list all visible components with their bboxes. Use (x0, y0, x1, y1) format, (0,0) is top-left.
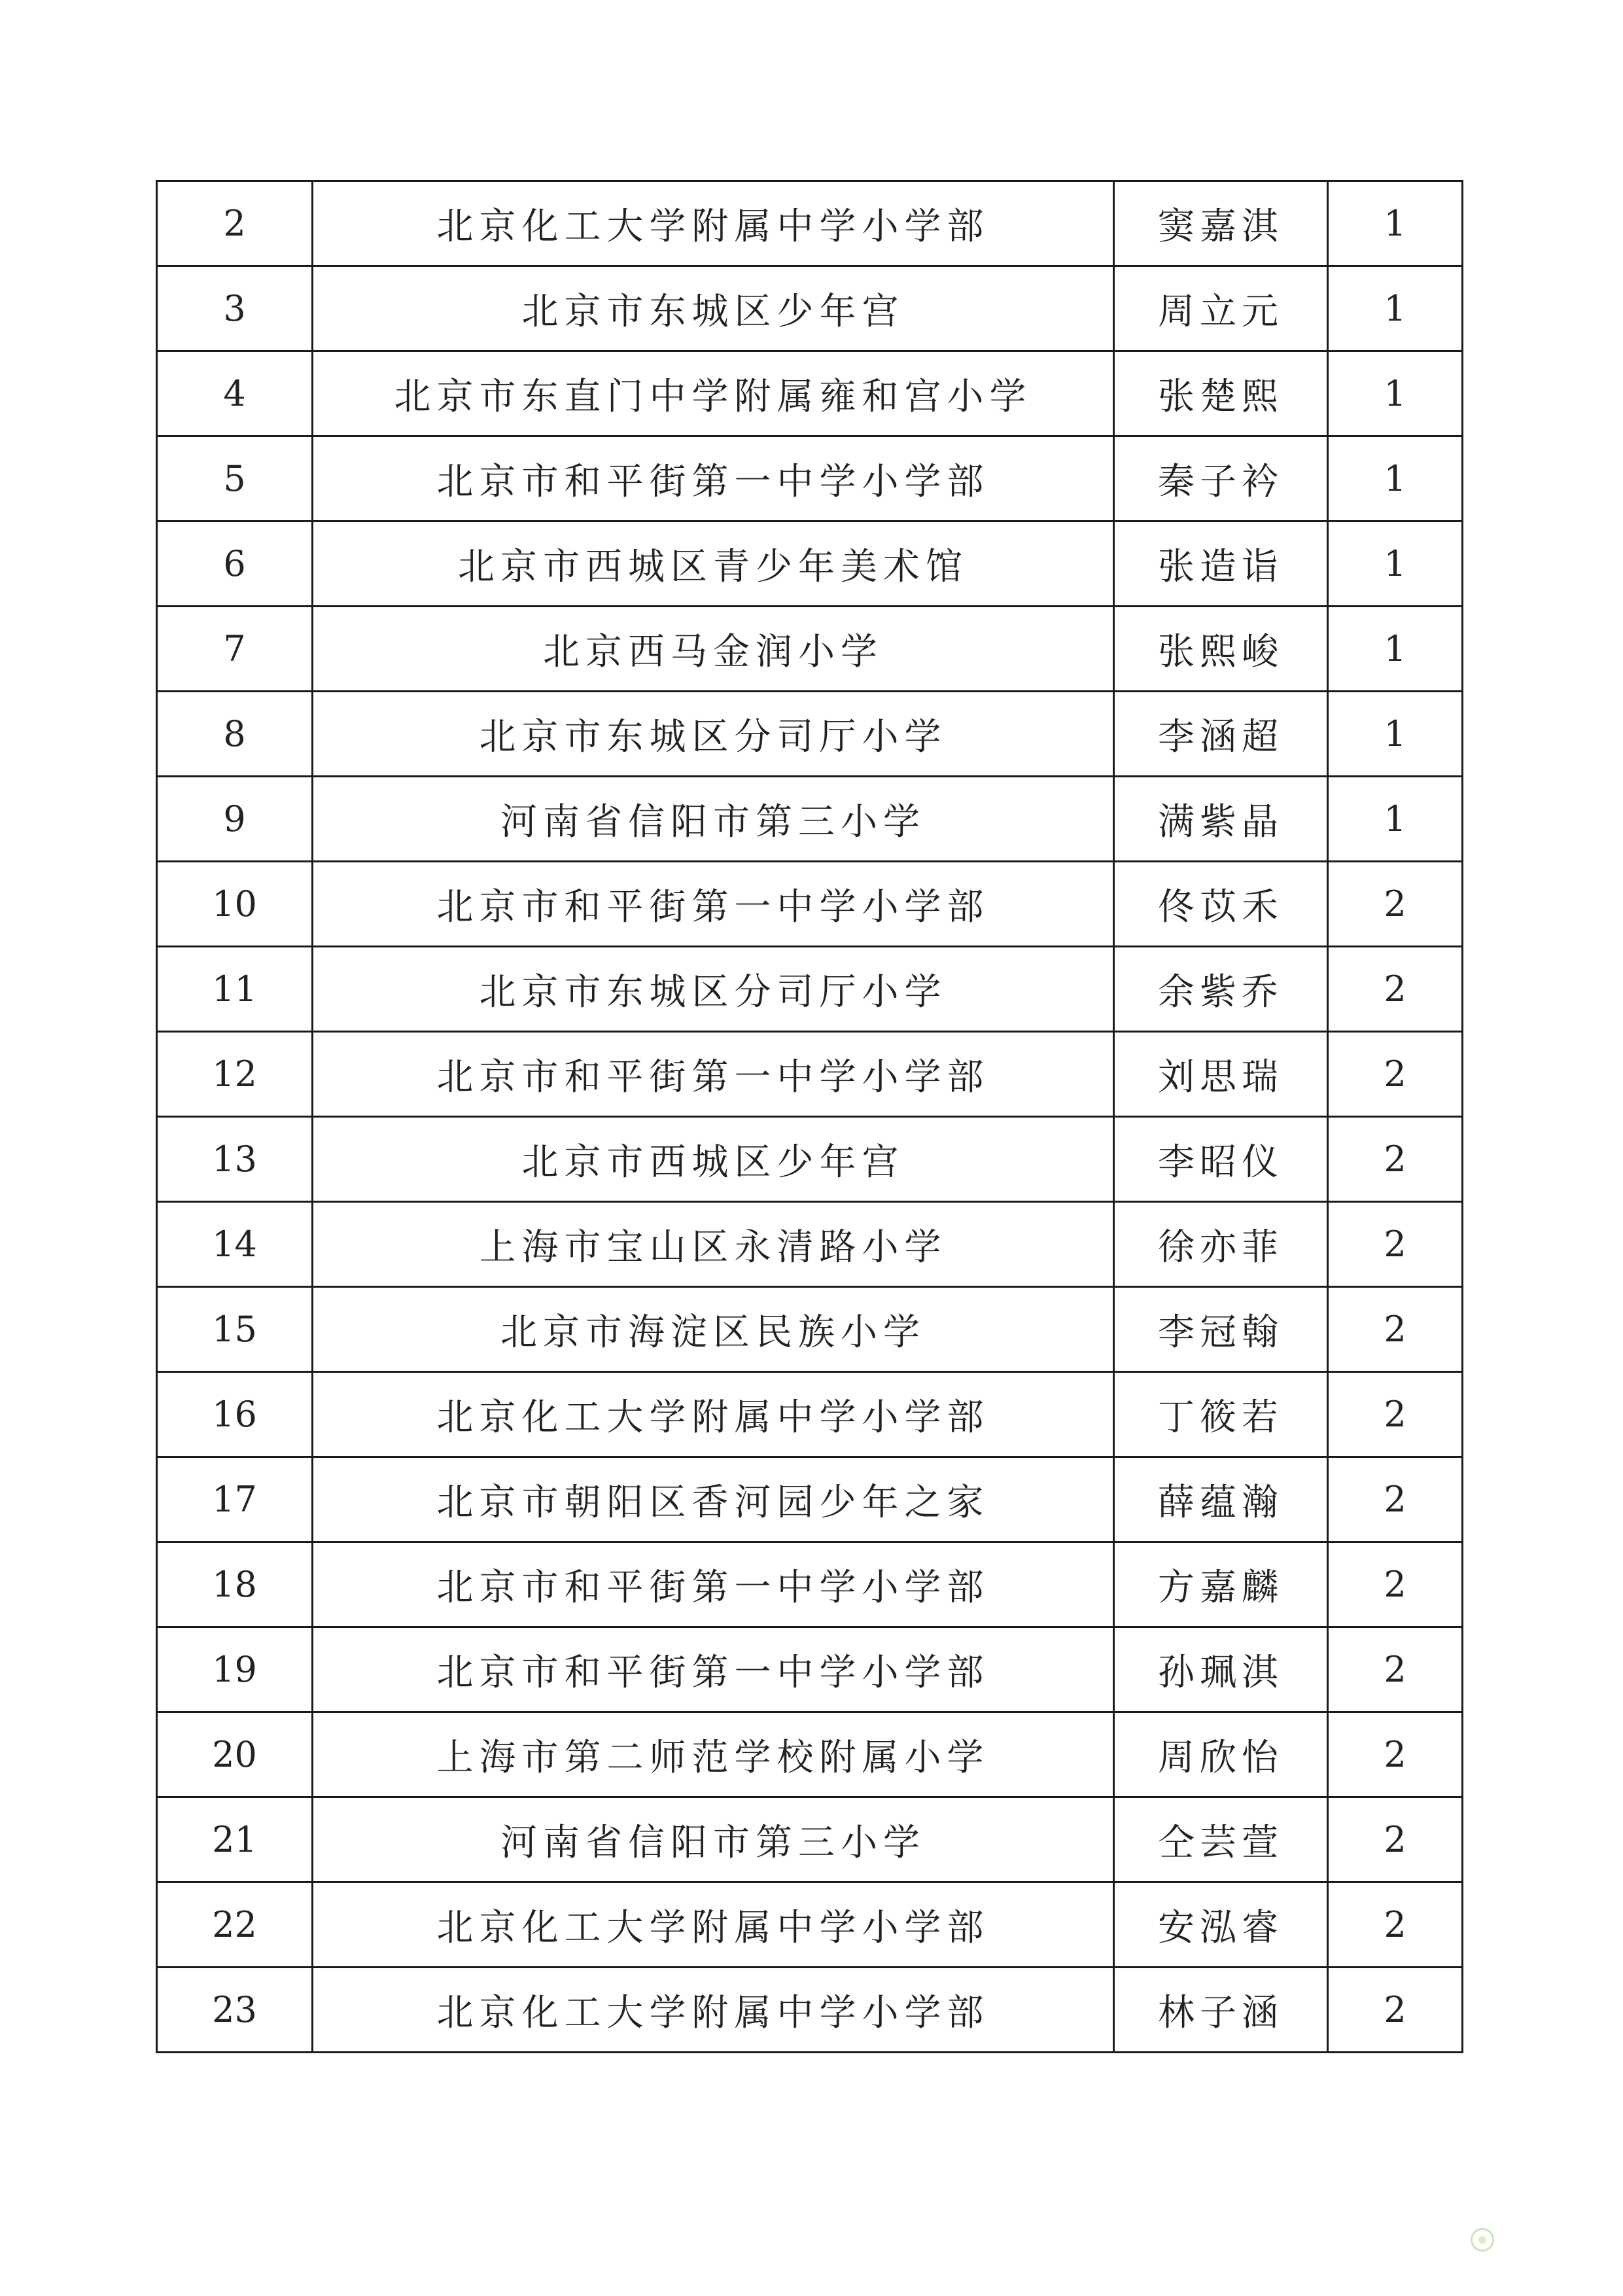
table-row (157, 1457, 1463, 1542)
table-row (157, 1117, 1463, 1202)
table-row (157, 1712, 1463, 1797)
school-name: 北京市西城区青少年美术馆 (313, 521, 1114, 607)
award-level: 2 (1328, 1882, 1463, 1968)
student-name: 薛蕴瀚 (1114, 1457, 1328, 1542)
student-name: 满紫晶 (1114, 777, 1328, 862)
table-row (157, 1372, 1463, 1457)
student-name: 窦嘉淇 (1114, 181, 1328, 266)
row-number: 17 (157, 1457, 313, 1542)
school-name: 北京市和平街第一中学小学部 (313, 1627, 1114, 1712)
student-name: 孙珮淇 (1114, 1627, 1328, 1712)
school-name: 北京市东城区分司厅小学 (313, 692, 1114, 777)
award-level: 2 (1328, 1032, 1463, 1117)
student-name: 秦子衿 (1114, 436, 1328, 521)
student-name: 李涵超 (1114, 692, 1328, 777)
row-number: 11 (157, 947, 313, 1032)
table-row (157, 1968, 1463, 2053)
award-level: 2 (1328, 947, 1463, 1032)
student-name: 周立元 (1114, 266, 1328, 351)
award-level: 2 (1328, 1542, 1463, 1627)
award-level: 2 (1328, 1287, 1463, 1372)
school-name: 上海市第二师范学校附属小学 (313, 1712, 1114, 1797)
row-number: 19 (157, 1627, 313, 1712)
row-number: 9 (157, 777, 313, 862)
school-name: 北京市西城区少年宫 (313, 1117, 1114, 1202)
table-row (157, 1627, 1463, 1712)
row-number: 21 (157, 1797, 313, 1882)
award-level: 2 (1328, 1117, 1463, 1202)
table-row (157, 1882, 1463, 1968)
school-name: 上海市宝山区永清路小学 (313, 1202, 1114, 1287)
student-name: 林子涵 (1114, 1968, 1328, 2053)
watermark-dot-icon (1471, 2228, 1494, 2252)
student-name: 李昭仪 (1114, 1117, 1328, 1202)
student-name: 周欣怡 (1114, 1712, 1328, 1797)
table-row (157, 1032, 1463, 1117)
student-name: 方嘉麟 (1114, 1542, 1328, 1627)
row-number: 10 (157, 862, 313, 947)
student-name: 余紫乔 (1114, 947, 1328, 1032)
row-number: 6 (157, 521, 313, 607)
award-level: 2 (1328, 1457, 1463, 1542)
student-name: 张楚熙 (1114, 351, 1328, 436)
award-level: 2 (1328, 1627, 1463, 1712)
school-name: 北京西马金润小学 (313, 607, 1114, 692)
results-table (156, 180, 1463, 2053)
award-level: 2 (1328, 1372, 1463, 1457)
award-level: 2 (1328, 1712, 1463, 1797)
results-table-container (156, 180, 1461, 2053)
table-row (157, 1542, 1463, 1627)
award-level: 1 (1328, 181, 1463, 266)
student-name: 徐亦菲 (1114, 1202, 1328, 1287)
school-name: 北京化工大学附属中学小学部 (313, 1968, 1114, 2053)
school-name: 北京市和平街第一中学小学部 (313, 1542, 1114, 1627)
table-row (157, 607, 1463, 692)
row-number: 23 (157, 1968, 313, 2053)
award-level: 2 (1328, 1797, 1463, 1882)
row-number: 14 (157, 1202, 313, 1287)
table-row (157, 862, 1463, 947)
row-number: 22 (157, 1882, 313, 1968)
table-row (157, 351, 1463, 436)
table-row (157, 181, 1463, 266)
row-number: 13 (157, 1117, 313, 1202)
award-level: 1 (1328, 692, 1463, 777)
row-number: 8 (157, 692, 313, 777)
school-name: 北京化工大学附属中学小学部 (313, 1882, 1114, 1968)
award-level: 1 (1328, 351, 1463, 436)
school-name: 河南省信阳市第三小学 (313, 777, 1114, 862)
school-name: 北京市东城区少年宫 (313, 266, 1114, 351)
award-level: 2 (1328, 1202, 1463, 1287)
row-number: 2 (157, 181, 313, 266)
school-name: 北京市和平街第一中学小学部 (313, 1032, 1114, 1117)
student-name: 李冠翰 (1114, 1287, 1328, 1372)
table-row (157, 436, 1463, 521)
student-name: 丁筱若 (1114, 1372, 1328, 1457)
student-name: 刘思瑞 (1114, 1032, 1328, 1117)
award-level: 1 (1328, 436, 1463, 521)
results-table-body (157, 181, 1463, 2053)
student-name: 张熙峻 (1114, 607, 1328, 692)
award-level: 1 (1328, 777, 1463, 862)
row-number: 7 (157, 607, 313, 692)
table-row (157, 1797, 1463, 1882)
student-name: 佟苡禾 (1114, 862, 1328, 947)
award-level: 1 (1328, 521, 1463, 607)
school-name: 北京市朝阳区香河园少年之家 (313, 1457, 1114, 1542)
school-name: 北京市和平街第一中学小学部 (313, 436, 1114, 521)
student-name: 张造诣 (1114, 521, 1328, 607)
table-row (157, 1287, 1463, 1372)
table-row (157, 521, 1463, 607)
school-name: 北京化工大学附属中学小学部 (313, 1372, 1114, 1457)
award-level: 2 (1328, 862, 1463, 947)
school-name: 北京市东城区分司厅小学 (313, 947, 1114, 1032)
table-row (157, 947, 1463, 1032)
table-row (157, 266, 1463, 351)
student-name: 仝芸萱 (1114, 1797, 1328, 1882)
school-name: 北京市海淀区民族小学 (313, 1287, 1114, 1372)
award-level: 2 (1328, 1968, 1463, 2053)
row-number: 15 (157, 1287, 313, 1372)
school-name: 北京市东直门中学附属雍和宫小学 (313, 351, 1114, 436)
row-number: 16 (157, 1372, 313, 1457)
row-number: 12 (157, 1032, 313, 1117)
table-row (157, 1202, 1463, 1287)
school-name: 北京市和平街第一中学小学部 (313, 862, 1114, 947)
school-name: 北京化工大学附属中学小学部 (313, 181, 1114, 266)
table-row (157, 692, 1463, 777)
student-name: 安泓睿 (1114, 1882, 1328, 1968)
row-number: 4 (157, 351, 313, 436)
row-number: 20 (157, 1712, 313, 1797)
award-level: 1 (1328, 266, 1463, 351)
row-number: 5 (157, 436, 313, 521)
table-row (157, 777, 1463, 862)
award-level: 1 (1328, 607, 1463, 692)
row-number: 18 (157, 1542, 313, 1627)
row-number: 3 (157, 266, 313, 351)
school-name: 河南省信阳市第三小学 (313, 1797, 1114, 1882)
